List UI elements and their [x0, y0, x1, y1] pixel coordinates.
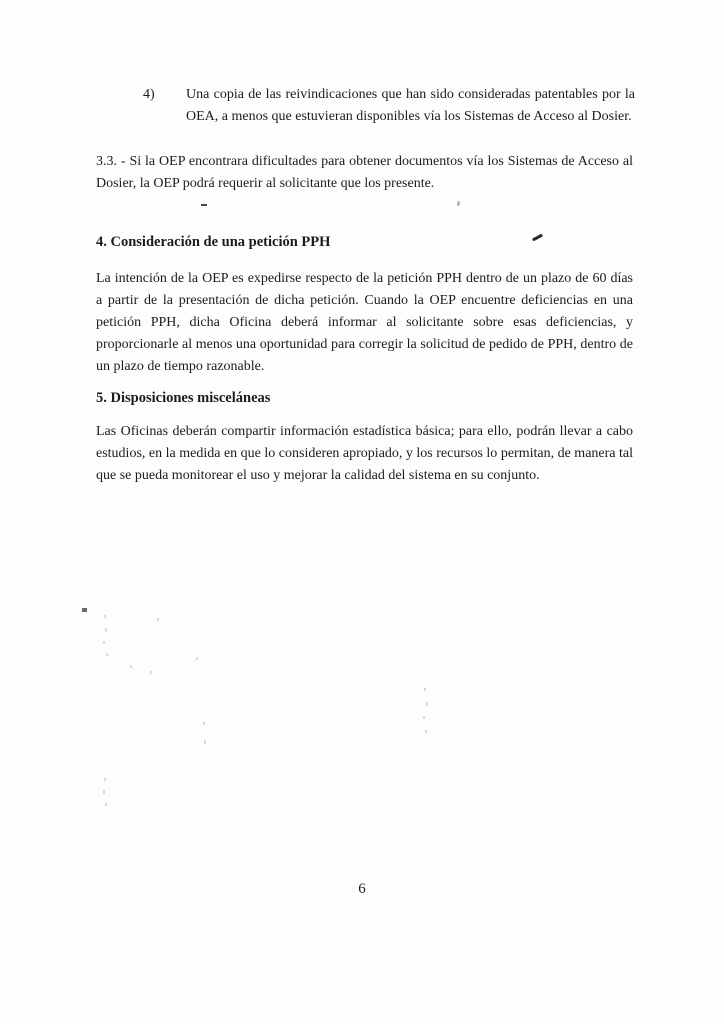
- list-item-4-marker: 4): [143, 87, 155, 102]
- scan-artifact-speck: [104, 615, 106, 618]
- section-4-heading: 4. Consideración de una petición PPH: [96, 234, 331, 250]
- scan-artifact-speck: [150, 671, 152, 674]
- scan-artifact-speck: [103, 641, 105, 644]
- scan-artifact-speck: [196, 657, 198, 660]
- scan-artifact-speck: [105, 803, 107, 806]
- scan-artifact-speck: [423, 716, 425, 719]
- scan-artifact-speck: [457, 201, 460, 206]
- list-item-4-text: Una copia de las reivindicaciones que han sido consideradas patentables por la OEA, a menos que estuvieran disponibles vía los Sistemas de Acceso al Dosier.: [186, 87, 635, 124]
- scan-artifact-dash: [201, 204, 207, 206]
- page-number: 6: [358, 881, 366, 897]
- scan-artifact-speck: [157, 618, 159, 621]
- section-5-heading: 5. Disposiciones misceláneas: [96, 390, 271, 406]
- scan-artifact-speck: [104, 778, 106, 781]
- scan-artifact-speck: [130, 665, 132, 668]
- scan-artifact-speck: [424, 688, 426, 691]
- scan-artifact-speck: [425, 730, 427, 733]
- scan-artifact-dot: [82, 608, 87, 612]
- scan-artifact-speck: [103, 790, 105, 794]
- scan-artifact-speck: [106, 653, 108, 656]
- list-item-4: [143, 84, 635, 128]
- scan-artifact-speck: [105, 628, 107, 632]
- scan-artifact-speck: [426, 702, 428, 706]
- scan-artifact-speck: [204, 740, 206, 744]
- scan-artifact-speck: [203, 722, 205, 725]
- clause-3-3-paragraph: 3.3. - Si la OEP encontrara dificultades para obtener documentos vía los Sistemas de Acceso al Dosier, la OEP podrá requerir al solicitante que los presente.: [96, 154, 633, 191]
- section-4-paragraph: La intención de la OEP es expedirse respecto de la petición PPH dentro de un plazo de 60 días a partir de la presentación de dicha petición. Cuando la OEP encuentre deficiencias en una petición PPH, dicha Oficina deberá informar al solicitante sobre esas deficiencias, y proporcionarle al menos una oportunidad para corregir la solicitud de pedido de PPH, dentro de un plazo de tiempo razonable.: [96, 271, 633, 374]
- section-5-paragraph: Las Oficinas deberán compartir información estadística básica; para ello, podrán llevar a cabo estudios, en la medida en que lo consideren apropiado, y los recursos lo permitan, de manera tal que se pueda monitorear el uso y mejorar la calidad del sistema en su conjunto.: [96, 424, 633, 483]
